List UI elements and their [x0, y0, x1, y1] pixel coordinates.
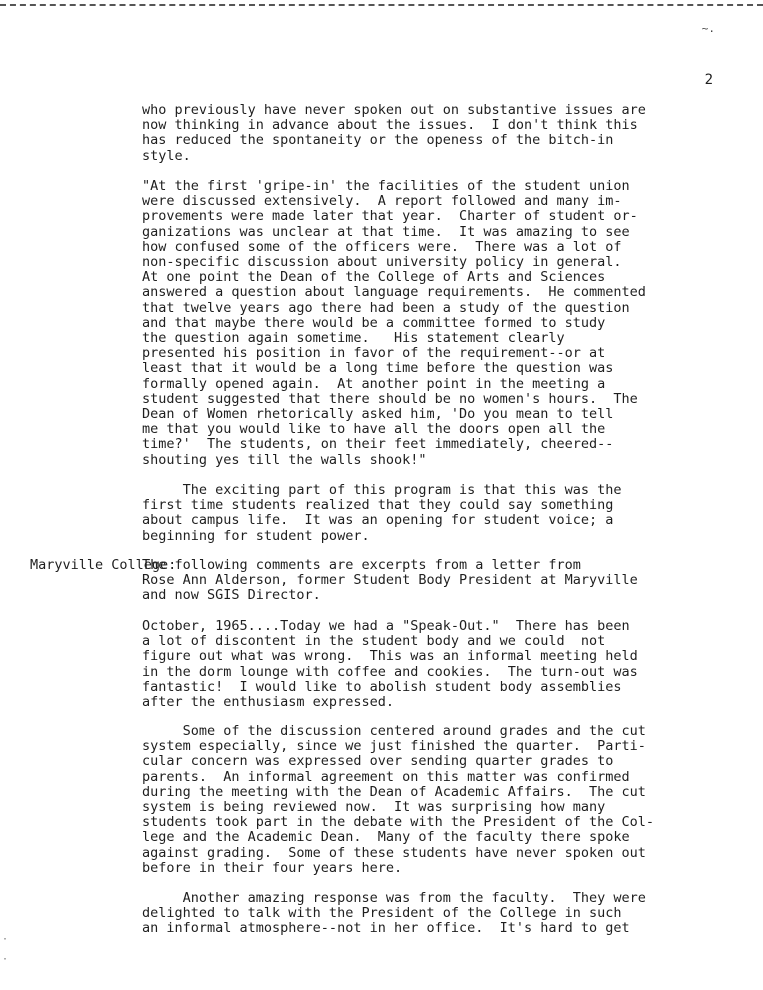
corner-mark: ~.: [701, 22, 715, 35]
margin-speck: · ·: [2, 934, 9, 965]
page-number: 2: [704, 72, 713, 88]
top-border-rule: [0, 4, 763, 6]
paragraph-gripe-in-quote: "At the first 'gripe-in' the facilities of the student union were discussed extensively. A report followed and many im- provements were made later that year. Charter of student or- ganizations was unclear at that time. It was amazing to see how confused some of the officers were. There was a lot of non-specific discussion about university policy in general. At one point the Dean of the College of Arts and Sciences answered a question about language requirements. He commented that twelve years ago there had been a study of the question and that maybe there would be a committee formed to study the question again sometime. His statement clearly presented his position in favor of the requirement--or at least that it would be a long time before the question was formally opened again. At another point in the meeting a student suggested that there should be no women's hours. The Dean of Women rhetorically asked him, 'Do you mean to tell me that you would like to have all the doors open all the time?' The students, on their feet immediately, cheered-- shouting yes till the walls shook!": [142, 178, 646, 468]
section-label-maryville: Maryville College:: [30, 557, 177, 573]
paragraph-exciting-part: The exciting part of this program is that this was the first time students realized that they could say something about campus life. It was an opening for student voice; a beginning for student power.: [142, 482, 622, 544]
paragraph-grades-discussion: Some of the discussion centered around grades and the cut system especially, since we just finished the quarter. Parti- cular concern was expressed over sending quarter grades to parents. An informal agreement on this matter was confirmed during the meeting with the Dean of Academic Affairs. The cut system is being reviewed now. It was surprising how many students took part in the debate with the President of the Col- lege and the Academic Dean. Many of the faculty there spoke against grading. Some of these students have never spoken out before in their four years here.: [142, 723, 655, 876]
paragraph-maryville-intro: The following comments are excerpts from a letter from Rose Ann Alderson, former Student Body President at Maryville and now SGIS Director.: [142, 557, 638, 604]
paragraph-speak-out: October, 1965....Today we had a "Speak-Out." There has been a lot of discontent in the student body and we could not figure out what was wrong. This was an informal meeting held in the dorm lounge with coffee and cookies. The turn-out was fantastic! I would like to abolish student body assemblies after the enthusiasm expressed.: [142, 618, 638, 711]
paragraph-1: who previously have never spoken out on substantive issues are now thinking in advance about the issues. I don't think this has reduced the spontaneity or the openess of the bitch-in style.: [142, 102, 646, 164]
paragraph-faculty-response: Another amazing response was from the faculty. They were delighted to talk with the President of the College in such an informal atmosphere--not in her office. It's hard to get: [142, 890, 646, 937]
